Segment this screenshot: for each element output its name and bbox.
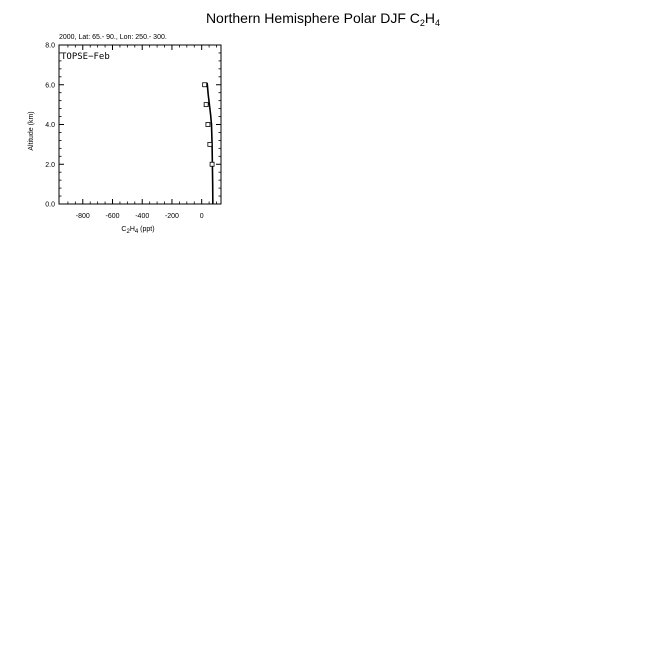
x-tick-label: -800 — [75, 213, 90, 220]
xlabel-c: C — [121, 226, 127, 233]
title-subscript-4: 4 — [435, 18, 441, 28]
xlabel-h: H — [129, 226, 135, 233]
plot-frame — [59, 45, 221, 204]
title-subscript-2: 2 — [419, 18, 425, 28]
xlabel-subscript-2: 2 — [126, 229, 130, 235]
title-h: H — [424, 10, 436, 26]
xlabel-subscript-4: 4 — [134, 229, 139, 235]
x-tick-label: -400 — [135, 213, 150, 220]
x-axis-label — [121, 226, 154, 235]
axis-ticks — [59, 45, 221, 204]
x-tick-labels — [76, 213, 204, 220]
x-tick-label: -200 — [164, 213, 179, 220]
y-tick-label: 8.0 — [45, 42, 55, 50]
observation-marker — [204, 103, 208, 107]
y-axis-label: Altitude (km) — [28, 111, 35, 151]
series-group — [203, 83, 214, 204]
chart-subtitle: 2000, Lat: 65.- 90., Lon: 250.- 300. — [59, 34, 167, 41]
y-tick-label: 0.0 — [45, 201, 55, 209]
observation-marker — [206, 123, 210, 127]
chart-title — [206, 10, 440, 28]
observation-marker — [210, 162, 214, 166]
y-tick-label: 2.0 — [45, 161, 55, 169]
xlabel-units: (ppt) — [138, 226, 155, 233]
y-tick-labels — [45, 43, 55, 209]
y-tick-label: 4.0 — [45, 122, 55, 129]
title-main: Northern Hemisphere Polar DJF C — [205, 10, 420, 26]
x-tick-label: -600 — [105, 213, 120, 220]
observation-marker — [208, 142, 212, 146]
observation-marker — [203, 83, 207, 87]
y-tick-label: 6.0 — [45, 82, 55, 90]
x-tick-label: 0 — [199, 213, 204, 220]
annotation-label: TOPSE−Feb — [61, 52, 110, 62]
